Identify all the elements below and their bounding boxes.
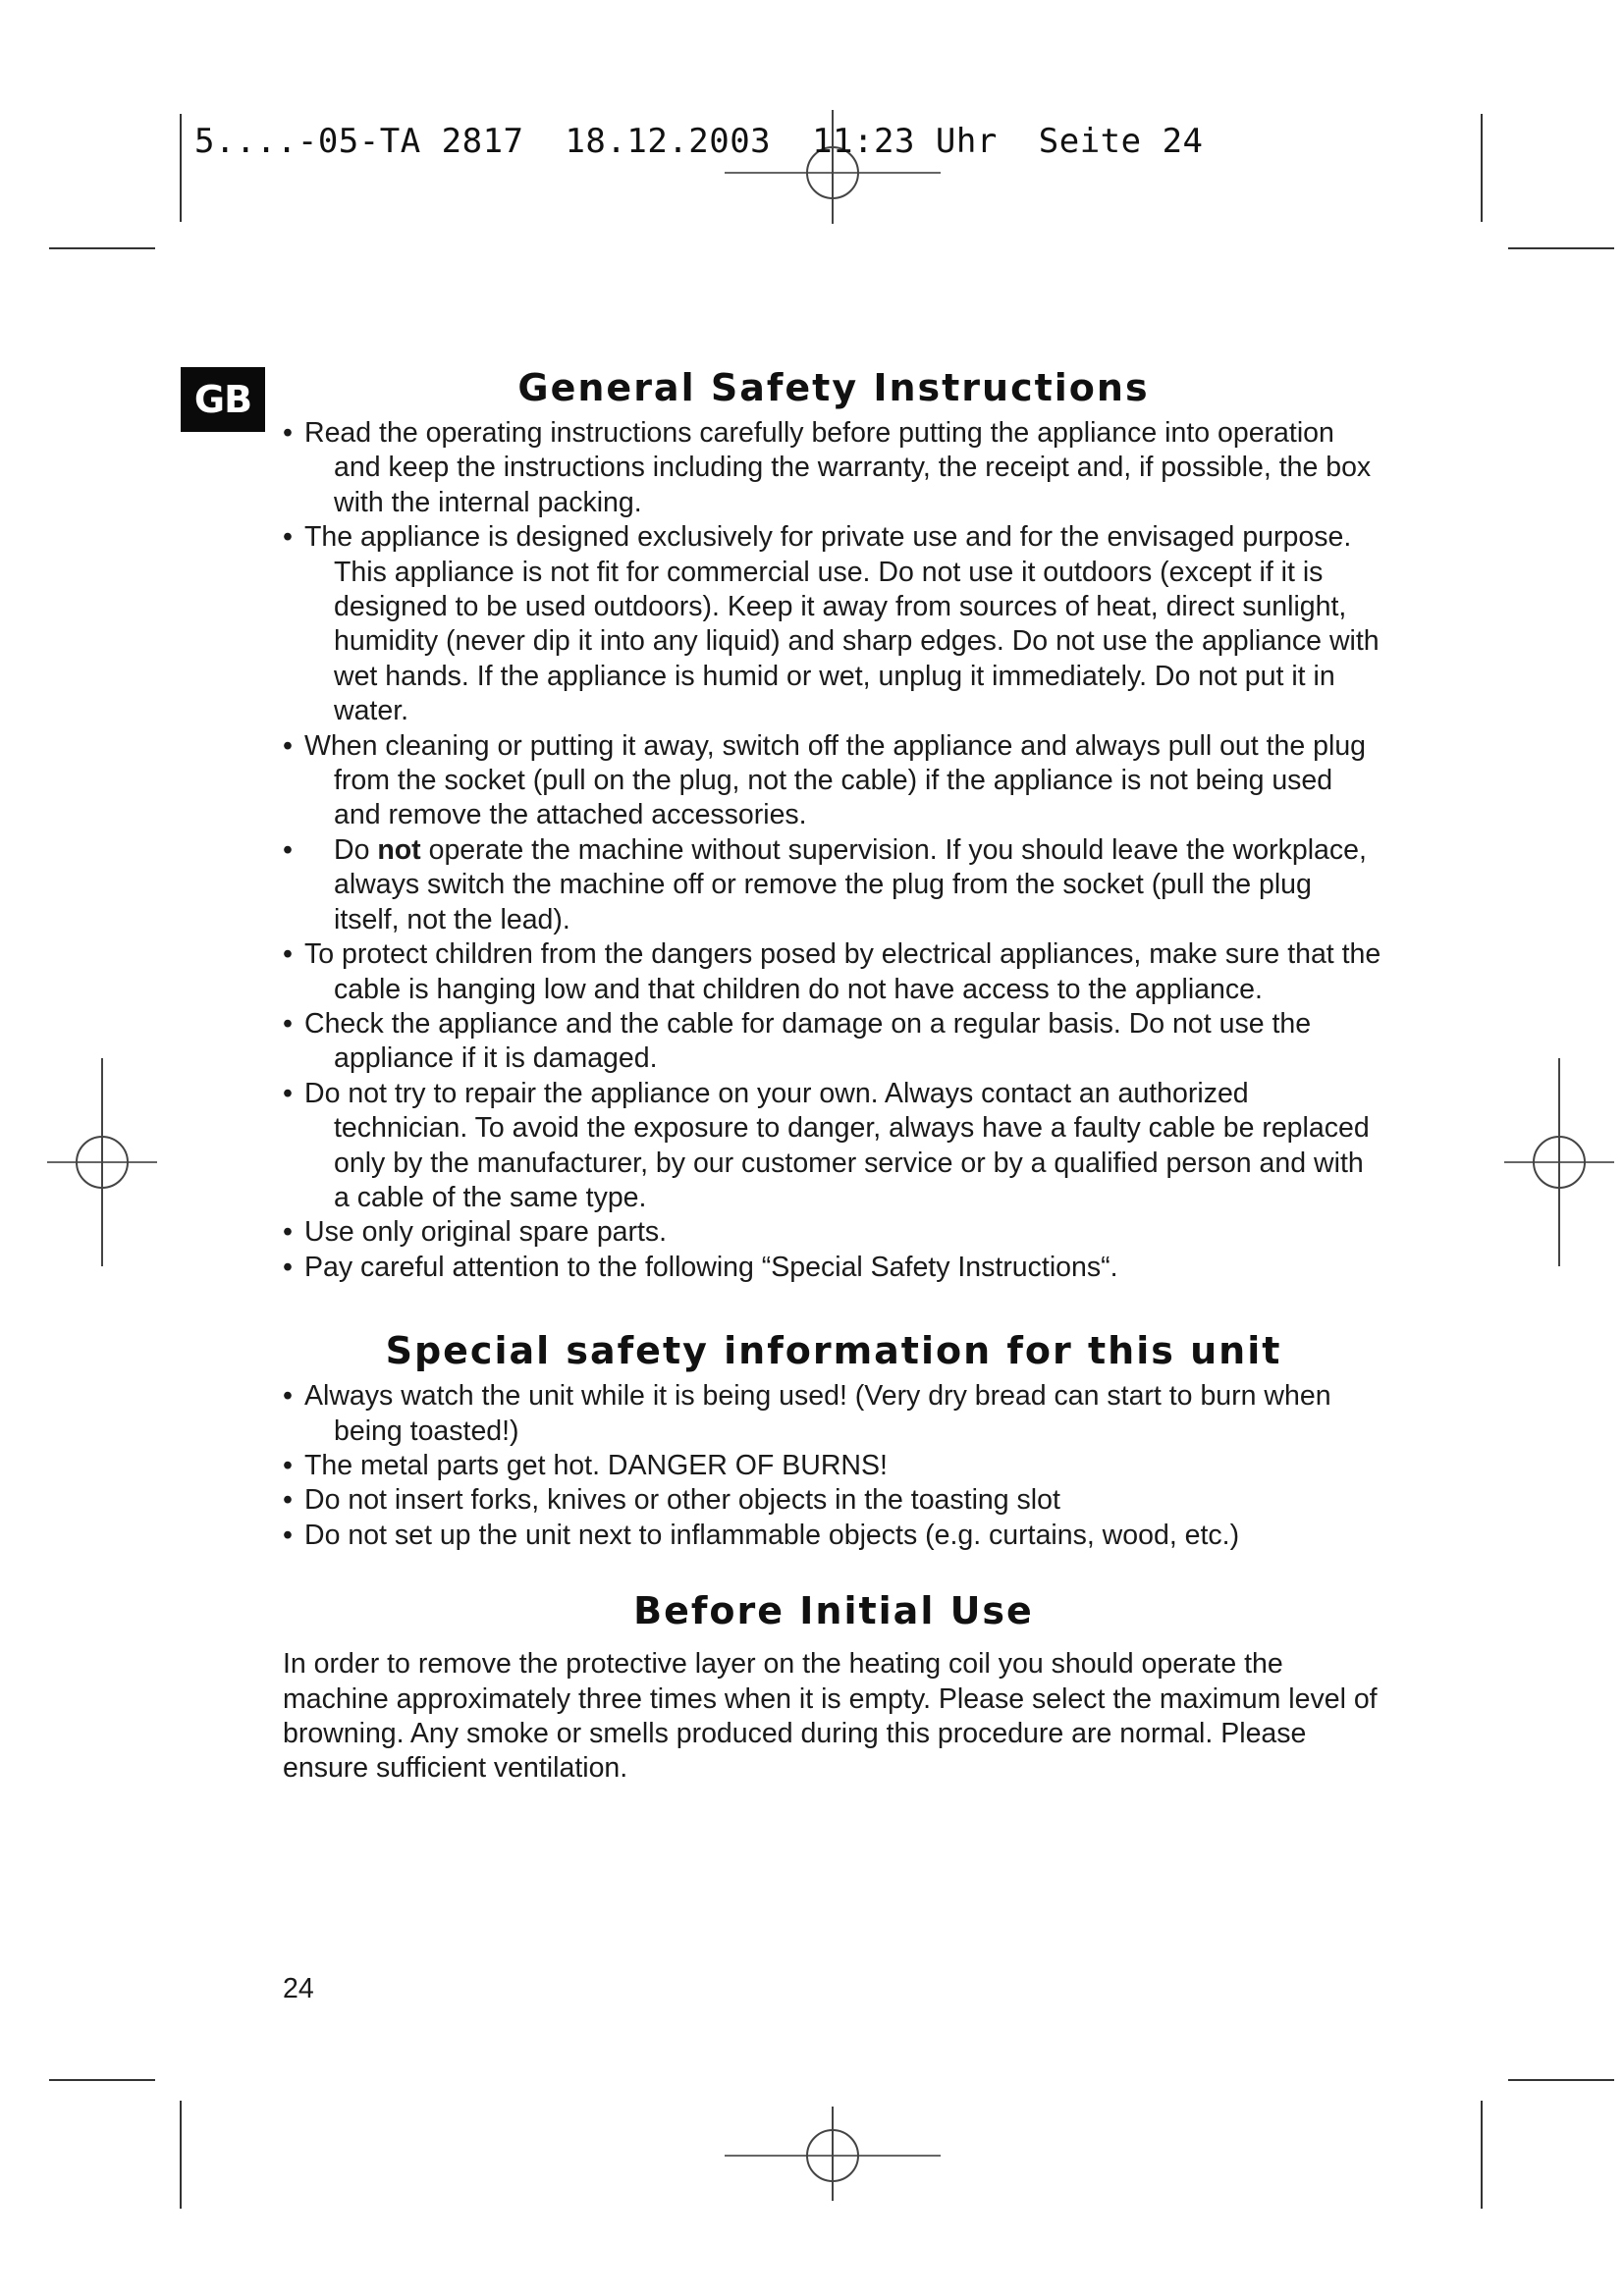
crop-mark-bottom-left-horizontal xyxy=(49,2079,155,2081)
bullet-icon: • xyxy=(283,1077,293,1109)
general-safety-title: General Safety Instructions xyxy=(517,366,1150,409)
bullet-icon: • xyxy=(283,1380,293,1413)
registration-mark-bottom xyxy=(725,2107,941,2205)
crop-mark-top-right-horizontal xyxy=(1508,247,1614,249)
bullet-icon: • xyxy=(283,938,293,971)
bullet-icon: • xyxy=(283,1251,293,1283)
language-tab: GB xyxy=(181,367,265,432)
bullet-icon: • xyxy=(283,417,293,449)
list-item: • The appliance is designed exclusively for private use and for the envisaged purpose. This appliance is not fit for commercial use. Do not use it outdoors (except if it is designed to be used outdoors). Keep it away from sources of heat, direct sunlight, humidity (never dip it into any liquid) and sharp edges. Do not use the appliance with wet hands. If the appliance is humid or wet, unplug it immediately. Do not put it in water. xyxy=(283,521,1380,727)
bullet-icon: • xyxy=(283,1484,293,1517)
list-item: • The metal parts get hot. DANGER OF BURNS! xyxy=(283,1449,1384,1483)
special-safety-title: Special safety information for this unit xyxy=(385,1329,1282,1373)
special-safety-list xyxy=(283,1379,1384,1553)
crop-mark-top-right-vertical xyxy=(1481,114,1483,222)
bullet-icon: • xyxy=(283,1216,293,1249)
list-item: • Do not set up the unit next to inflammable objects (e.g. curtains, wood, etc.) xyxy=(283,1519,1384,1553)
registration-mark-right xyxy=(1504,1058,1614,1266)
list-item: • Pay careful attention to the following “Special Safety Instructions“. xyxy=(283,1251,1384,1285)
registration-mark-left xyxy=(47,1058,157,1266)
list-item: • Read the operating instructions carefully before putting the appliance into operation and keep the instructions including the warranty, the receipt and, if possible, the box with the internal packing. xyxy=(283,417,1372,518)
bullet-icon: • xyxy=(283,1449,293,1481)
general-safety-list xyxy=(283,416,1384,1285)
list-item: • Check the appliance and the cable for damage on a regular basis. Do not use the appliance if it is damaged. xyxy=(283,1007,1312,1075)
emphasis-not: not xyxy=(377,833,421,866)
list-item: • When cleaning or putting it away, switch off the appliance and always pull out the plug from the socket (pull on the plug, not the cable) if the appliance is not being used and remove the attached accessories. xyxy=(283,729,1367,831)
before-initial-use-title: Before Initial Use xyxy=(633,1589,1034,1633)
crop-mark-top-left-horizontal xyxy=(49,247,155,249)
crop-mark-bottom-left-vertical xyxy=(180,2101,182,2209)
list-item: • Use only original spare parts. xyxy=(283,1215,1384,1250)
page-number: 24 xyxy=(283,1973,314,2004)
crop-mark-bottom-right-horizontal xyxy=(1508,2079,1614,2081)
crop-mark-top-left-vertical xyxy=(180,114,182,222)
crop-mark-bottom-right-vertical xyxy=(1481,2101,1483,2209)
main-content xyxy=(283,359,1384,1787)
bullet-icon: • xyxy=(283,729,293,762)
list-item: • Do not insert forks, knives or other objects in the toasting slot xyxy=(283,1483,1384,1518)
list-item: • To protect children from the dangers posed by electrical appliances, make sure that the cable is hanging low and that children do not have access to the appliance. xyxy=(283,938,1381,1005)
bullet-icon: • xyxy=(283,1007,293,1040)
print-slug-line: 5....-05-TA 2817 18.12.2003 11:23 Uhr Seite 24 xyxy=(194,122,1204,161)
list-item: • Do not operate the machine without supervision. If you should leave the workplace, always switch the machine off or remove the plug from the socket (pull the plug itself, not the lead). xyxy=(283,833,1367,935)
bullet-icon: • xyxy=(283,833,293,866)
bullet-icon: • xyxy=(283,1519,293,1551)
list-item: • Always watch the unit while it is being used! (Very dry bread can start to burn when being toasted!) xyxy=(283,1380,1331,1447)
before-initial-use-text: In order to remove the protective layer on the heating coil you should operate the machine approximately three times when it is empty. Please select the maximum level of browning. Any smoke or smells produced during this procedure are normal. Please ensure sufficient ventilation. xyxy=(283,1648,1378,1785)
list-item: • Do not try to repair the appliance on your own. Always contact an authorized technician. To avoid the exposure to danger, always have a faulty cable be replaced only by the manufacturer, by our customer service or by a qualified person and with a cable of the same type. xyxy=(283,1077,1370,1213)
bullet-icon: • xyxy=(283,521,293,554)
